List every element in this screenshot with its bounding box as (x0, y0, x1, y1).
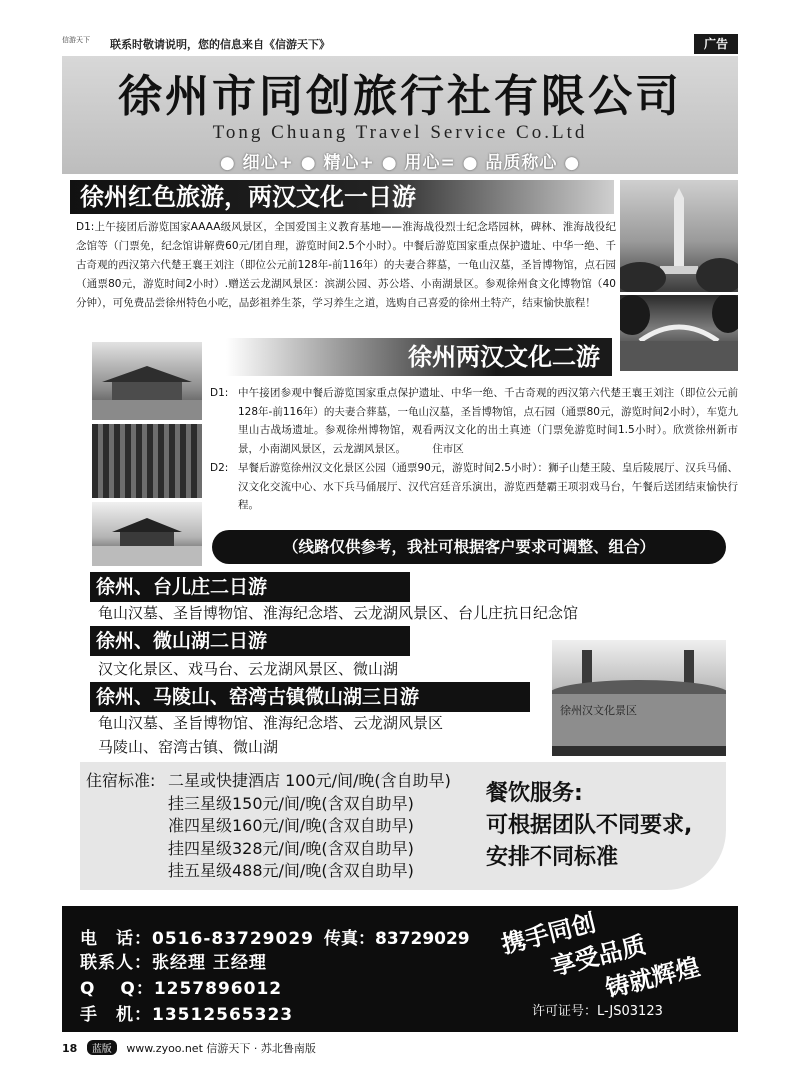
tour3-title: 徐州、台儿庄二日游 (90, 572, 410, 602)
motto-line: 铸就辉煌 (602, 951, 703, 1004)
day-text: 中午接团参观中餐后游览国家重点保护遗址、中华一绝、千古奇观的西汉第六代楚王襄王刘注（即位公元前128年-前116年）的夫妻合葬墓，一龟山汉墓，圣旨博物馆，点石园（通票80元，游览时间2小时），车览九里山古战场遗址。参观徐州博物馆，观看两汉文化的出土真迹（门票免游览时间1.5小时）。欣赏徐州新市景，小南湖风景区，云龙湖风景区。 住市区 (238, 387, 738, 455)
temple-photo (92, 502, 202, 566)
day-label: D2: (210, 462, 229, 474)
lodging-box (80, 762, 726, 890)
lodging-option: 挂五星级488元/间/晚(含双自助早) (168, 861, 414, 880)
dining-service (486, 778, 692, 874)
motto-line: 携手同创 (498, 907, 599, 960)
page-footer (62, 1040, 738, 1056)
page-number: 18 (62, 1042, 78, 1055)
tour4-sites: 汉文化景区、戏马台、云龙湖风景区、微山湖 (98, 660, 399, 678)
bridge-photo (620, 295, 738, 371)
tour2-day2 (210, 459, 738, 515)
tour1-itinerary: D1:上午接团后游览国家AAAA级风景区，全国爱国主义教育基地——淮海战役烈士纪念塔园林，碑林、淮海战役纪念馆等（门票免，纪念馆讲解费60元/团自理，游览时间2.5个小时）。中餐后游览国家重点保护遗址、中华一绝、千古奇观的西汉第六代楚王襄王刘注（即位公元前128年-前116年）的夫妻合葬墓，一龟山汉墓，圣旨博物馆，点石园（通票80元，游览时间2小时）.赠送云龙湖风景区：滨湖公园、苏公塔、小南湖景区。参观徐州食文化博物馆（40分钟），可免费品尝徐州特色小吃，品彭祖养生茶，学习养生之道，选购自己喜爱的徐州土特产，结束愉快旅程！ (76, 221, 616, 309)
contact-panel (62, 906, 738, 1032)
lodging-label: 住宿标准: (86, 771, 156, 790)
lodging-standards (86, 770, 451, 883)
lodging-option: 挂四星级328元/间/晚(含双自助早) (168, 838, 414, 858)
phone-number: 电 话：0516-83729029 (80, 929, 314, 949)
motto-line: 享受品质 (548, 929, 649, 982)
tour5-sites-2: 马陵山、窑湾古镇、微山湖 (98, 738, 279, 756)
motto (492, 907, 738, 1004)
route-note-bar: （线路仅供参考，我社可根据客户要求可调整、组合） (212, 530, 726, 564)
scenic-sign-text: 徐州汉文化景区 (560, 704, 637, 717)
company-name: 徐州市同创旅行社有限公司 (118, 71, 682, 122)
dining-line: 可根据团队不同要求, (486, 813, 693, 838)
dining-heading: 餐饮服务: (486, 781, 583, 806)
monument-photo (620, 180, 738, 292)
footer-site: www.zyoo.net 信游天下 · 苏北鲁南版 (126, 1042, 316, 1055)
ad-badge: 广告 (694, 34, 738, 54)
tour5-sites: 龟山汉墓、圣旨博物馆、淮海纪念塔、云龙湖风景区 (98, 714, 444, 732)
scenic-area-photo (552, 640, 726, 756)
tour5-title: 徐州、马陵山、窑湾古镇微山湖三日游 (90, 682, 530, 712)
fax-number: 传真：83729029 (324, 929, 470, 949)
qq-number: Q Q：1257896012 (80, 979, 283, 999)
edition-tag: 蓝版 (87, 1040, 117, 1055)
top-strip (62, 34, 738, 54)
tour4-title: 徐州、微山湖二日游 (90, 626, 410, 656)
tour2-itinerary (210, 384, 738, 516)
dining-line: 安排不同标准 (486, 845, 619, 870)
company-name-english: Tong Chuang Travel Service Co.Ltd (212, 122, 588, 143)
mobile-number: 手 机：13512565323 (80, 1005, 294, 1025)
magazine-logo (62, 36, 104, 52)
tour2-day1 (210, 384, 738, 458)
source-note: 联系时敬请说明，您的信息来自《信游天下》 (110, 38, 330, 51)
lodging-option: 挂三星级150元/间/晚(含双自助早) (168, 793, 414, 813)
tour3-sites: 龟山汉墓、圣旨博物馆、淮海纪念塔、云龙湖风景区、台儿庄抗日纪念馆 (98, 604, 579, 622)
company-banner (62, 56, 738, 174)
company-slogan: ● 细心+ ● 精心+ ● 用心= ● 品质称心 ● (219, 153, 581, 173)
contact-people: 联系人：张经理 王经理 (80, 953, 267, 973)
lodging-option: 二星或快捷酒店 100元/间/晚(含自助早) (168, 771, 451, 790)
lodging-option: 准四星级160元/间/晚(含双自助早) (168, 816, 414, 835)
license-number: 许可证号：L-JS03123 (532, 1004, 663, 1019)
lodging-row (86, 770, 451, 793)
palace-hall-photo (92, 342, 202, 420)
tour2-title: 徐州两汉文化二游 (226, 338, 612, 376)
tour1-title: 徐州红色旅游，两汉文化一日游 (70, 180, 614, 214)
terracotta-warriors-photo (92, 424, 202, 498)
logo-text: 信游天下 (62, 36, 90, 44)
day-text: 早餐后游览徐州汉文化景区公园（通票90元，游览时间2.5小时）：狮子山楚王陵、皇后陵展厅、汉兵马俑、汉文化交流中心、水下兵马俑展厅、汉代宫廷音乐演出，游览西楚霸王项羽戏马台，午餐后送团结束愉快行程。 (238, 462, 738, 511)
day-label: D1: (210, 387, 229, 399)
